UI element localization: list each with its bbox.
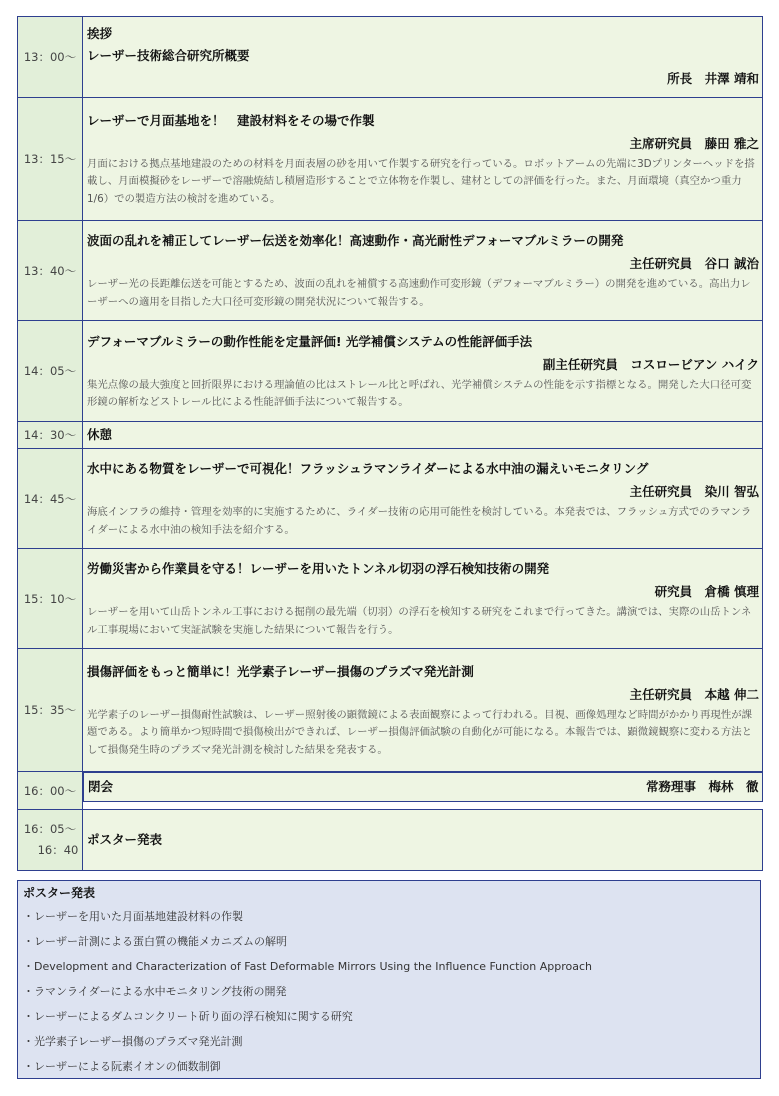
session-title: 労働災害から作業員を守る！レーザーを用いたトンネル切羽の浮石検知技術の開発 [87, 561, 550, 576]
session-title: レーザー技術総合研究所概要 [87, 48, 250, 63]
poster-item: ・レーザーによるダムコンクリート斫り面の浮石検知に関する研究 [23, 1010, 353, 1023]
poster-heading: ポスター発表 [23, 886, 96, 900]
session-content [83, 649, 763, 772]
session-time: 14：30～ [18, 422, 83, 449]
session-description: レーザー光の長距離伝送を可能とするため、波面の乱れを補償する高速動作可変形鏡（デフォーマブルミラー）の開発を進めている。高出力レーザーへの適用を目指した大口径可変形鏡の開発状況について報告する。 [87, 278, 751, 308]
session-row [18, 549, 763, 649]
session-row [18, 221, 763, 321]
session-content [83, 422, 763, 449]
session-speaker: 主任研究員 染川 智弘 [629, 484, 759, 499]
session-description: 集光点像の最大強度と回折限界における理論値の比はストレール比と呼ばれ、光学補償システムの性能を示す指標となる。開発した大口径可変形鏡の解析などストレール比による性能評価手法について報告する。 [87, 378, 752, 408]
session-time-start: 16：05～ [23, 822, 77, 836]
session-description: 光学素子のレーザー損傷耐性試験は、レーザー照射後の顕微鏡による表面観察によって行われる。目視、画像処理など時間がかかり再現性が課題である。より簡単かつ短時間で損傷検出ができれば、レーザー損傷評価試験の自動化が可能になる。本報告では、顕微鏡観察に変わる方法として損傷発生時のプラズマ発光計測を検討した結果を発表する。 [87, 708, 752, 756]
poster-item: ・ラマンライダーによる水中モニタリング技術の開発 [23, 985, 287, 998]
session-speaker: 常務理事 梅林 徹 [645, 779, 759, 794]
session-title: 波面の乱れを補正してレーザー伝送を効率化！高速動作・高光耐性デフォーマブルミラーの開発 [87, 233, 624, 248]
session-time: 15：35～ [18, 649, 83, 772]
session-content [83, 772, 763, 802]
session-content [83, 549, 763, 649]
session-speaker: 研究員 倉橋 慎理 [654, 584, 759, 599]
session-row [18, 17, 763, 98]
poster-item: ・Development and Characterization of Fast Deformable Mirrors Using the Influence Function Approach [23, 960, 592, 973]
session-time: 14：05～ [18, 321, 83, 422]
schedule-table [17, 16, 763, 871]
poster-item: ・レーザーを用いた月面基地建設材料の作製 [23, 910, 243, 923]
session-content [83, 321, 763, 422]
session-speaker: 主席研究員 藤田 雅之 [629, 135, 759, 151]
session-description: レーザーを用いて山岳トンネル工事における掘削の最先端（切羽）の浮石を検知する研究をこれまで行ってきた。講演では、実際の山岳トンネル工事現場において実証試験を実施した結果について報告を行う。 [87, 606, 752, 636]
session-time: 13：15～ [18, 98, 83, 221]
session-time [18, 810, 83, 871]
session-title: 閉会 [88, 779, 114, 794]
session-content [83, 17, 763, 98]
session-row [18, 810, 763, 871]
poster-item: ・レーザー計測による蛋白質の機能メカニズムの解明 [23, 935, 287, 948]
session-title: 休憩 [87, 427, 113, 442]
session-content [83, 449, 763, 549]
session-speaker: 副主任研究員 コスロービアン ハイク [542, 356, 759, 372]
session-time: 13：40～ [18, 221, 83, 321]
session-time: 15：10～ [18, 549, 83, 649]
session-speaker: 主任研究員 谷口 誠治 [629, 256, 759, 271]
poster-item: ・光学素子レーザー損傷のプラズマ発光計測 [23, 1035, 243, 1048]
session-row [18, 449, 763, 549]
session-time-end: 16：40 [37, 843, 79, 857]
session-row [18, 98, 763, 221]
session-time: 16：00～ [18, 772, 83, 810]
session-title: デフォーマブルミラーの動作性能を定量評価! 光学補償システムの性能評価手法 [87, 333, 533, 349]
poster-item: ・レーザーによる阮素イオンの価数制御 [23, 1060, 221, 1073]
session-title: 水中にある物質をレーザーで可視化！フラッシュラマンライダーによる水中油の漏えいモニタリング [87, 461, 649, 476]
session-content [83, 810, 763, 871]
session-row [18, 321, 763, 422]
session-speaker: 所長 井澤 靖和 [667, 71, 759, 86]
poster-box [17, 880, 761, 1079]
session-title: 挨拶 [87, 26, 113, 41]
session-time: 13：00～ [18, 17, 83, 98]
session-row [18, 649, 763, 772]
session-description: 海底インフラの維持・管理を効率的に実施するために、ライダー技術の応用可能性を検討している。本発表では、フラッシュ方式でのラマンライダーによる水中油の検知手法を紹介する。 [87, 506, 752, 536]
session-title: 損傷評価をもっと簡単に！光学素子レーザー損傷のプラズマ発光計測 [87, 663, 474, 679]
session-content [83, 98, 763, 221]
session-title: ポスター発表 [87, 832, 163, 847]
session-row [18, 422, 763, 449]
session-speaker: 主任研究員 本越 伸二 [629, 686, 759, 702]
session-description: 月面における拠点基地建設のための材料を月面表層の砂を用いて作製する研究を行っている。ロボットアームの先端に3Dプリンターヘッドを搭載し、月面模擬砂をレーザーで溶融焼結し積層造形することで立体物を作製し、建材としての評価を行った。また、月面環境（真空かつ重力1/6）での製造方法の検討を進めている。 [87, 157, 755, 205]
session-time: 14：45～ [18, 449, 83, 549]
session-row [18, 772, 763, 810]
session-content [83, 221, 763, 321]
session-title: レーザーで月面基地を！ 建設材料をその場で作製 [87, 112, 375, 128]
